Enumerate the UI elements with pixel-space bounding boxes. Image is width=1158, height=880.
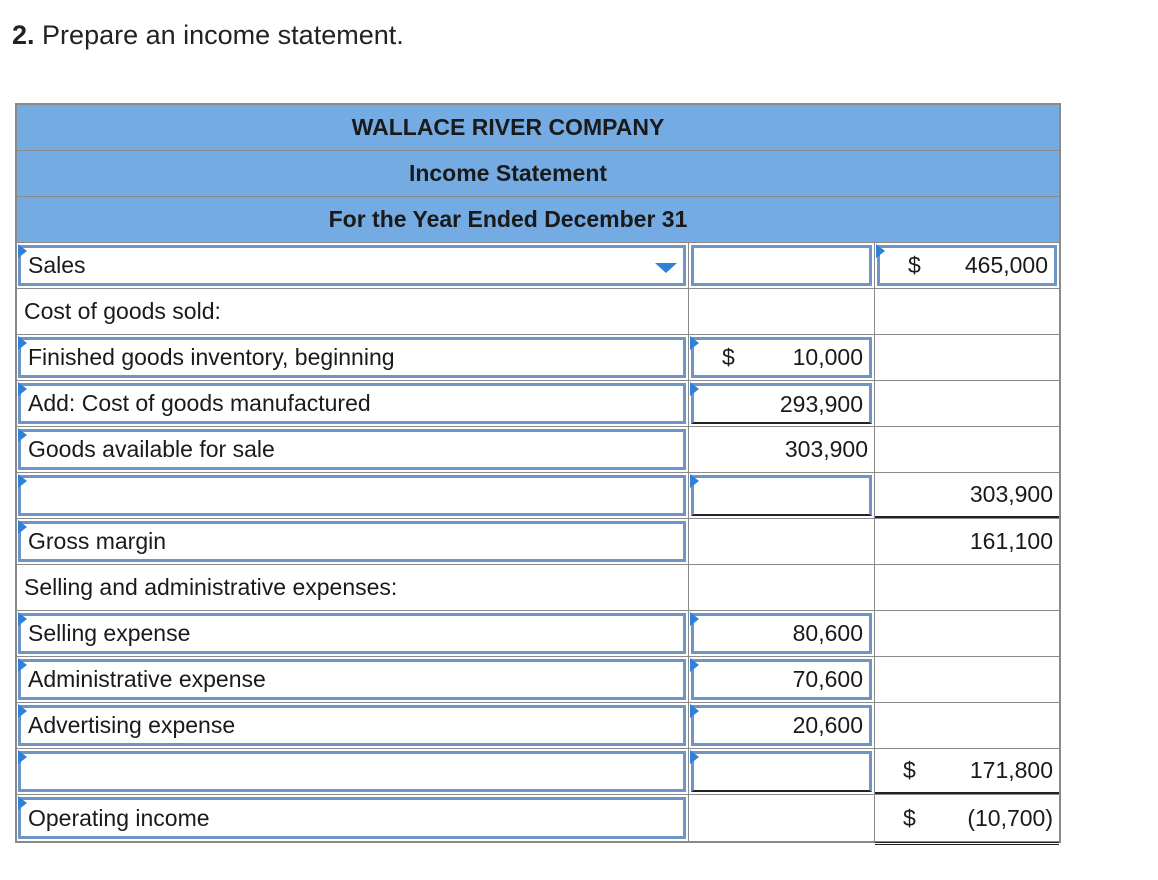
chevron-down-icon[interactable] bbox=[655, 263, 677, 273]
dollar-sign: $ bbox=[903, 804, 916, 831]
dollar-sign: $ bbox=[722, 344, 735, 370]
flag-icon bbox=[690, 750, 699, 764]
table-row-operating-income bbox=[17, 795, 1059, 841]
flag-icon bbox=[18, 704, 27, 718]
table-row-blank-2 bbox=[17, 749, 1059, 795]
table-row-cogs-heading bbox=[17, 289, 1059, 335]
amount-input[interactable] bbox=[691, 659, 872, 700]
amount-value: 70,600 bbox=[792, 666, 863, 692]
table-row-sa-heading bbox=[17, 565, 1059, 611]
amount-value: 20,600 bbox=[792, 712, 863, 738]
flag-icon bbox=[18, 520, 27, 534]
flag-icon bbox=[18, 336, 27, 350]
row-label: Add: Cost of goods manufactured bbox=[28, 390, 371, 416]
label-input[interactable] bbox=[18, 383, 686, 424]
statement-period: For the Year Ended December 31 bbox=[17, 197, 1059, 243]
label-input[interactable] bbox=[18, 337, 686, 378]
table-row-admin-expense bbox=[17, 657, 1059, 703]
row-label: Advertising expense bbox=[28, 712, 236, 738]
flag-icon bbox=[690, 382, 699, 396]
amount-value: 171,800 bbox=[969, 757, 1053, 783]
row-label: Operating income bbox=[28, 804, 210, 831]
table-row-sales bbox=[17, 243, 1059, 289]
label-input[interactable] bbox=[18, 521, 686, 562]
row-label: Finished goods inventory, beginning bbox=[28, 344, 395, 370]
question-number: 2. bbox=[12, 20, 35, 50]
flag-icon bbox=[18, 658, 27, 672]
amount-value: 303,900 bbox=[969, 481, 1053, 507]
amount-input[interactable] bbox=[691, 337, 872, 378]
statement-title: Income Statement bbox=[17, 151, 1059, 197]
amount-value: 303,900 bbox=[784, 436, 868, 462]
amount-value: 161,100 bbox=[969, 528, 1053, 554]
flag-icon bbox=[18, 474, 27, 488]
flag-icon bbox=[876, 244, 885, 258]
table-row-cogm bbox=[17, 381, 1059, 427]
sales-amount-input[interactable] bbox=[877, 245, 1057, 286]
label-input[interactable] bbox=[18, 797, 686, 839]
amount-value: 465,000 bbox=[964, 252, 1048, 278]
amount-value: 293,900 bbox=[779, 390, 863, 417]
row-label: Sales bbox=[28, 252, 86, 278]
label-input[interactable] bbox=[18, 751, 686, 792]
amount-value: 10,000 bbox=[792, 344, 863, 370]
flag-icon bbox=[690, 612, 699, 626]
label-input[interactable] bbox=[18, 613, 686, 654]
question-heading bbox=[12, 18, 404, 52]
flag-icon bbox=[690, 474, 699, 488]
table-row-blank-1 bbox=[17, 473, 1059, 519]
row-label: Cost of goods sold: bbox=[24, 298, 221, 324]
flag-icon bbox=[18, 796, 27, 810]
row-label: Gross margin bbox=[28, 528, 167, 554]
flag-icon bbox=[18, 428, 27, 442]
table-row-finished-goods bbox=[17, 335, 1059, 381]
table-row-gross-margin bbox=[17, 519, 1059, 565]
flag-icon bbox=[690, 658, 699, 672]
flag-icon bbox=[18, 382, 27, 396]
row-label: Administrative expense bbox=[28, 666, 266, 692]
amount-value: (10,700) bbox=[967, 804, 1053, 831]
amount-input[interactable] bbox=[691, 613, 872, 654]
amount-value: 80,600 bbox=[792, 620, 863, 646]
question-text: Prepare an income statement. bbox=[42, 20, 404, 50]
amount-input[interactable] bbox=[691, 475, 872, 516]
dollar-sign: $ bbox=[903, 757, 916, 783]
income-statement-worksheet bbox=[15, 103, 1061, 843]
label-input[interactable] bbox=[18, 429, 686, 470]
table-row-goods-available bbox=[17, 427, 1059, 473]
amount-input[interactable] bbox=[691, 751, 872, 792]
label-input[interactable] bbox=[18, 475, 686, 516]
sales-col2-input[interactable] bbox=[691, 245, 872, 286]
amount-input[interactable] bbox=[691, 705, 872, 746]
company-name: WALLACE RIVER COMPANY bbox=[17, 105, 1059, 151]
row-label: Selling expense bbox=[28, 620, 191, 646]
row-label: Goods available for sale bbox=[28, 436, 275, 462]
label-input[interactable] bbox=[18, 705, 686, 746]
flag-icon bbox=[18, 750, 27, 764]
row-label: Selling and administrative expenses: bbox=[24, 574, 398, 600]
flag-icon bbox=[18, 612, 27, 626]
dollar-sign: $ bbox=[908, 252, 921, 278]
sales-label-select[interactable] bbox=[18, 245, 686, 286]
table-row-advertising-expense bbox=[17, 703, 1059, 749]
amount-input[interactable] bbox=[691, 383, 872, 424]
flag-icon bbox=[690, 704, 699, 718]
flag-icon bbox=[690, 336, 699, 350]
label-input[interactable] bbox=[18, 659, 686, 700]
table-row-selling-expense bbox=[17, 611, 1059, 657]
flag-icon bbox=[18, 244, 27, 258]
